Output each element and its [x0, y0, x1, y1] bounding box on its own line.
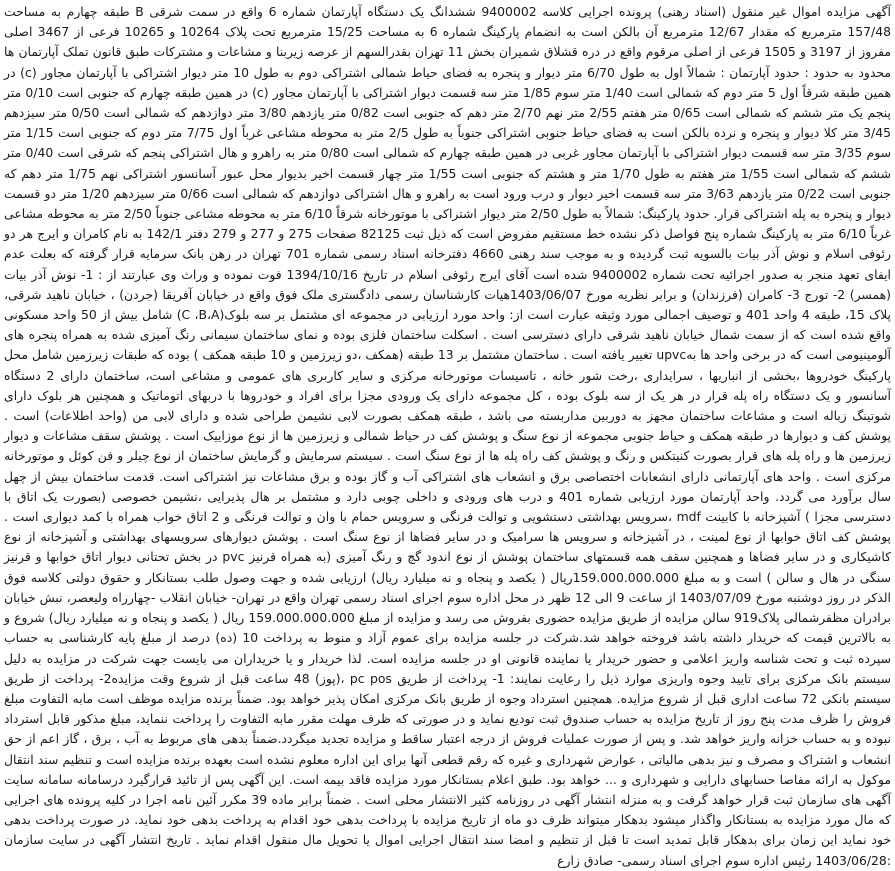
auction-notice-text: آگهی مزایده اموال غیر منقول (اسناد رهنی) پرونده اجرایی کلاسه 9400002 ششدانگ یک دستگاه آپارتمان شماره 6 واقع در سمت شرقی B طبقه چهارم به مساحت 157/48 مترمربع که مقدار 12/67 مترمربع آن بالکن است به انضمام پارکینگ شماره 6 به مساحت 15/25 مترمربع تحت پلاک 10264 و 10265 فرعی از 3467 اصلی مفروز از 3197 و 1505 فرعی از اصلی مرقوم واقع در دره قشلاق شمیران بخش 11 تهران بقدرالسهم از عرصه زیربنا و مشاعات و مشترکات طبق قانون تملک آپارتمان ها محدود به حدود : حدود آپارتمان : شمالاً اول به طول 6/70 متر دیوار و پنجره به فضای حیاط شمالی اشتراکی دوم به طول 10 متر دیوار اشتراکی با آپارتمان مجاور (c) در همین طبقه شرقاً اول 5 متر دوم که شمالی است 1/40 متر سوم 1/85 متر سه قسمت دیوار اشتراکی با آپارتمان مجاور (c) در همین طبقه چهارم که جنوبی است 0/10 متر پنجم یک متر ششم که شمالی است 0/65 متر هفتم 2/55 متر نهم 2/70 متر دهم که جنوبی است 0/82 متر یازدهم 3/80 متر دوازدهم که شمالی است 0/50 متر سیزدهم 3/45 متر کلا دیوار و پنجره و نرده بالکن است به فضای حیاط جنوبی اشتراکی جنوباً به طول 2/5 متر به محوطه مشاعی غرباً اول 7/75 متر دوم که جنوبی است 1/15 متر سوم 3/35 متر سه قسمت دیوار اشتراکی با آپارتمان مجاور غربی در همین طبقه چهارم که شمالی است 0/80 متر به راهرو و هال اشتراکی پنجم که شرقی است 0/40 متر ششم که شمالی است 1/55 متر هفتم به طول 1/70 متر و هشتم که جنوبی است 1/55 متر چهار قسمت اخیر بدیوار محل عبور آسانسور اشتراکی نهم 1/75 متر دهم که جنوبی است 0/22 متر یازدهم 3/63 متر سه قسمت اخیر دیوار و درب ورود است به راهرو و هال اشتراکی دوازدهم که شمالی است 0/66 متر سیزدهم 1/20 متر دو قسمت دیوار و پنجره به پله اشتراکی قرار. حدود پارکینگ: شمالاً به طول 2/50 متر دیوار اشتراکی با موتورخانه شرقاً 6/10 متر به محوطه مشاعی جنوباً 2/50 متر به محوطه مشاعی غرباً 6/10 متر به پارکینگ شماره پنج فواصل ذکر نشده خط مستقیم مفروض است که ذیل ثبت 82125 صفحات 275 و 277 و 279 دفتر 142/1 به نام کامران و ایرج هر دو رئوفی اسلام و نوش آذر بیات بالسویه ثبت گردیده و به موجب سند رهنی 4660 دفترخانه اسناد رسمی شماره 701 تهران در رهن بانک سرمایه قرار گرفته که بعلت عدم ایفای تعهد منجر به صدور اجرائیه تحت شماره 9400002 شده است آقای ایرج رئوفی اسلام در تاریخ 1394/10/16 فوت نموده و وراث وی عبارتند از : 1- نوش آذر بیات (همسر) 2- تورج 3- کامران (فرزندان) و برابر نظریه مورخ 1403/06/07هیات کارشناسان رسمی دادگستری ملک فوق واقع در خیابان آفریقا (جردن) ، خیابان ناهید شرقی، پلاک 15، طبقه 4 واحد 401 و توصیف اجمالی مورد وثیقه عبارت است از: واحد مورد ارزیابی در مجموعه ای مشتمل بر سه بلوک(C ،B،A) شامل بیش از 50 واحد مسکونی واقع شده است که از سمت شمال خیابان ناهید شرقی دارای دسترسی است . اسکلت ساختمان فلزی بوده و نمای ساختمان سیمانی رنگ آمیزی شده به همراه پنجره های آلومینیومی است که در برخی واحد ها بهupvc تغییر یافته است . ساختمان مشتمل بر 13 طبقه (همکف ،دو زیرزمین و 10 طبقه همکف ) بوده که طبقات زیرزمین شامل محل پارکینگ خودروها ،بخشی از انباریها ، سرایداری ،رخت شور خانه ، تاسیسات موتورخانه مرکزی و سایر کاربری های عمومی و مشاعی است، ساختمان دارای 2 دستگاه آسانسور و یک دستگاه راه پله قرار در هر یک از سه بلوک بوده ، کل مجموعه دارای یک ورودی مجزا برای افراد و خودروها با دربهای اتوماتیک و همچنین هر بلوک دارای شوتینگ زباله است و مشاعات ساختمان مجهز به دوربین مداربسته می باشد ، طبقه همکف بصورت لابی نشیمن طراحی شده و دارای لابی من (واحد اطلاعات) است . پوشش کف و دیوارها در طبقه همکف و حیاط جنوبی مجموعه از نوع سنگ و پوشش کف در حیاط شمالی و زیرزمین ها از نوع موزاییک است . پوشش سقف مشاعات و دیوار زیرزمین ها و راه پله های قرار بصورت کنیتکس و رنگ و پوشش کف راه پله ها از نوع سنگ است . سیستم سرمایش و گرمایش ساختمان از نوع چیلر و فن کوئل و موتورخانه مرکزی است . واحد های آپارتمانی دارای انشعابات اختصاصی برق و انشعاب های اشتراکی آب و گاز بوده و برق مشاعات نیز اشتراکی است. قدمت ساختمان بیش از چهل سال برآورد می گردد. واحد آپارتمان مورد ارزیابی شماره 401 و درب های ورودی و داخلی چوبی دارد و مشتمل بر هال پذیرایی ،نشیمن خصوصی (بصورت یک اتاق با دسترسی مجزا ) آشپزخانه با کابینت mdf ،سرویس بهداشتی دستشویی و توالت فرنگی و سرویس حمام با وان و توالت فرنگی و 2 اتاق خواب همراه با کمد دیواری است . پوشش کف اتاق خوابها از نوع لمینت ، در آشپزخانه و سرویس ها سرامیک و در سایر فضاها از نوع سنگ است . پوشش دیوارهای سرویسهای بهداشتی و آشپزخانه از نوع کاشیکاری و در سایر فضاها و همچنین سقف همه قسمتهای ساختمان پوشش از نوع اندود گچ و رنگ آمیزی (به همراه قرنیز pvc در بخش تحتانی دیوار اتاق خوابها و قرنیز سنگی در هال و سالن ) است و به مبلغ 159.000.000.000ریال ( یکصد و پنجاه و نه میلیارد ریال) ارزیابی شده و جهت وصول طلب بستانکار و حقوق دولتی کلاسه فوق الذکر در روز دوشنبه مورخ 1403/07/09 از ساعت 9 الی 12 ظهر در محل اداره سوم اجرای اسناد رسمی تهران واقع در تهران- خیابان انقلاب -چهارراه ولیعصر، نبش خیابان برادران مظفرشمالی پلاک919 سالن مزایده از طریق مزایده حضوری بفروش می رسد و مزایده از مبلغ 159.000.000.000 ریال ( یکصد و پنجاه و نه میلیارد ریال) شروع و به بالاترین قیمت که خریدار داشته باشد فروخته خواهد شد.شرکت در جلسه مزایده برای عموم آزاد و منوط به پرداخت 10 (ده) درصد از مبلغ پایه کارشناسی به حساب سپرده ثبت و تحت شناسه واریز اعلامی و حضور خریدار یا نماینده قانونی او در جلسه مزایده است. لذا خریدار و یا خریداران می بایست جهت شرکت در مزایده به دلیل سیستم بانک مرکزی برای تایید وجوه واریزی موارد ذیل را رعایت نمایند: 1- پرداخت از طریق pc pos ،(پوز) 48 ساعت قبل از شروع وقت مزایده2- پرداخت از طریق سیستم بانکی 72 ساعت اداری قبل از شروع مزایده. همچنین استرداد وجوه از طریق بانک مرکزی امکان پذیر خواهد بود. ضمناً برنده مزایده موظف است مابه التفاوت مبلغ فروش را ظرف مدت پنج روز از تاریخ مزایده به حساب صندوق ثبت تودیع نماید و در صورتی که ظرف مهلت مقرر مابه التفاوت را پرداخت ننماید، مبلغ مذکور قابل استرداد نبوده و به حساب خزانه واریز خواهد شد. و پس از صورت عملیات فروش از درجه اعتبار ساقط و مزایده تجدید میگردد.ضمناً بدهی های مربوط به آب ، برق ، گاز اعم از حق انشعاب و اشتراک و مصرف و نیز بدهی مالیاتی ، عوارض شهرداری و غیره که رقم قطعی آنها برای این اداره معلوم نشده است بعهده برنده مزایده است و تنظیم سند انتقال موکول به ارائه مفاصا حسابهای دارایی و شهرداری و ... خواهد بود. طبق اعلام بستانکار مورد مزایده فاقد بیمه است. این آگهی پس از تائید قرارگیرد درسامانه سامانه سایت آگهی های سازمان ثبت قرار خواهد گرفت و به منزله انتشار آگهی در روزنامه کثیر الانتشار محلی است . ضمناً برابر ماده 39 مکرر آئین نامه اجرا در کلیه پرونده های اجرایی که مال مورد مزایده به بستانکار واگذار میشود بدهکار میتواند ظرف دو ماه از تاریخ مزایده با پرداخت بدهی خود اقدام به پرداخت بدهی خود نماید. در صورت پرداخت بدهی خود نماید این زمان برای بدهکار قابل تمدید است تا قبل از تنظیم و امضا سند انتقال اجرایی اموال یا تحویل مال منقول اقدام نماید . تاریخ انتشار آگهی در سایت سازمان :1403/06/28 رئیس اداره سوم اجرای اسناد رسمی- صادق زارع [4, 4, 892, 868]
